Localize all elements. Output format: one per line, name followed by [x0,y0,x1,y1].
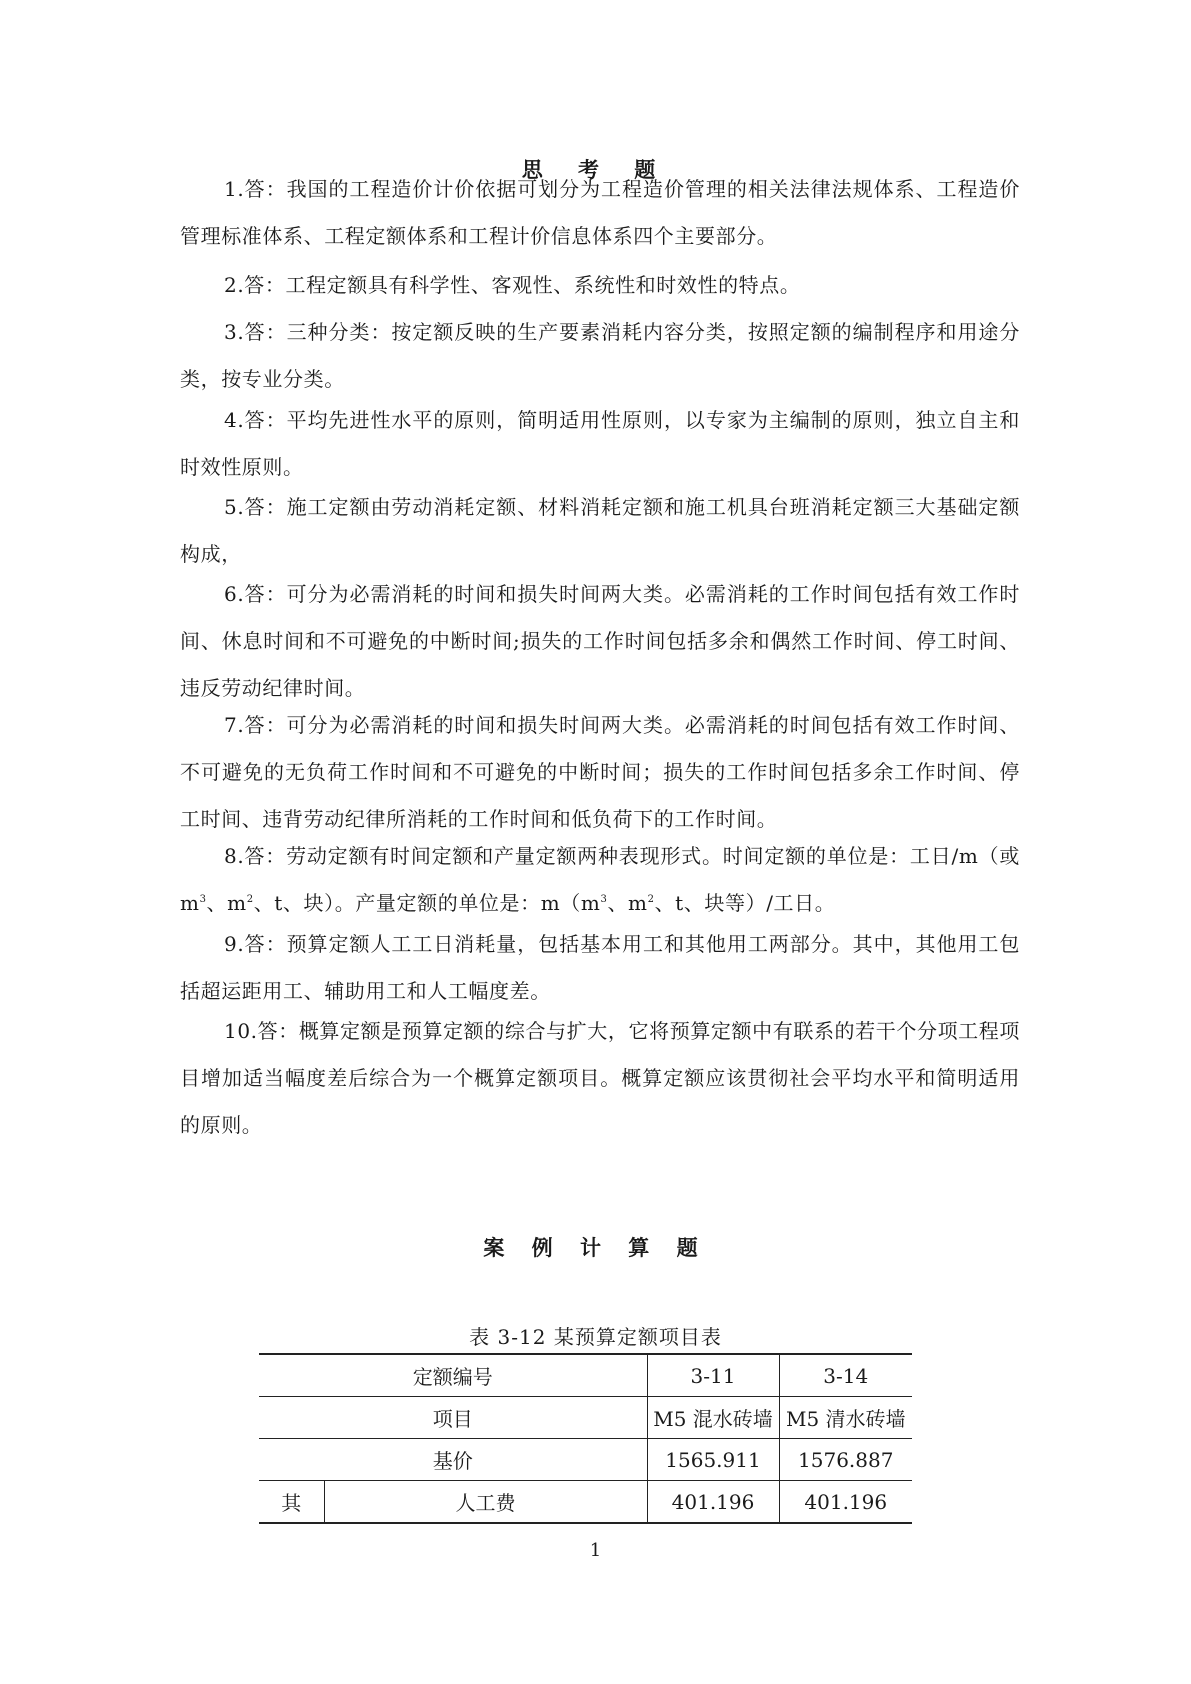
superscript-2: 2 [647,894,655,905]
table-cell: 3-11 [647,1354,779,1397]
table-cell-prefix: 其 [259,1481,324,1524]
table-cell-label: 人工费 [324,1481,647,1524]
table-cell: 401.196 [779,1481,912,1524]
page-number: 1 [589,1540,602,1561]
table-cell-label: 基价 [259,1439,647,1481]
table-cell-label: 项目 [259,1397,647,1439]
answer-8 [180,833,1020,927]
section-title-thinking: 思 考 题 [521,158,670,182]
answer-8-part-d: 、m [607,891,648,915]
table-row [259,1397,912,1439]
answer-10: 10.答：概算定额是预算定额的综合与扩大，它将预算定额中有联系的若干个分项工程项目增加适当幅度差后综合为一个概算定额项目。概算定额应该贯彻社会平均水平和简明适用的原则。 [180,1019,1020,1137]
table-cell: M5 混水砖墙 [647,1397,779,1439]
table-cell: 3-14 [779,1354,912,1397]
answer-1: 1.答：我国的工程造价计价依据可划分为工程造价管理的相关法律法规体系、工程造价管理标准体系、工程定额体系和工程计价信息体系四个主要部分。 [180,177,1020,248]
superscript-2: 2 [246,894,254,905]
answer-8-part-c: 、t、块）。产量定额的单位是：m（m [253,891,601,915]
answer-5: 5.答：施工定额由劳动消耗定额、材料消耗定额和施工机具台班消耗定额三大基础定额构成， [180,495,1020,566]
answer-3: 3.答：三种分类：按定额反映的生产要素消耗内容分类，按照定额的编制程序和用途分类，按专业分类。 [180,320,1020,391]
table-cell: 401.196 [647,1481,779,1524]
table-row [259,1481,912,1524]
answer-8-part-b: 、m [206,891,247,915]
answer-6: 6.答：可分为必需消耗的时间和损失时间两大类。必需消耗的工作时间包括有效工作时间、休息时间和不可避免的中断时间;损失的工作时间包括多余和偶然工作时间、停工时间、违反劳动纪律时间。 [180,582,1020,700]
superscript-3: 3 [600,894,608,905]
table-caption: 表 3-12 某预算定额项目表 [469,1325,722,1349]
table-row [259,1354,912,1397]
table-cell: 1565.911 [647,1439,779,1481]
quota-table [259,1353,912,1524]
table-cell: M5 清水砖墙 [779,1397,912,1439]
answer-2: 2.答：工程定额具有科学性、客观性、系统性和时效性的特点。 [224,273,801,297]
answer-8-part-a: 8.答：劳动定额有时间定额和产量定额两种表现形式。时间定额的单位是：工日/m（或m [180,844,1020,915]
table-cell: 1576.887 [779,1439,912,1481]
table-cell-label: 定额编号 [259,1354,647,1397]
section-title-case: 案 例 计 算 题 [483,1236,708,1260]
answer-7: 7.答：可分为必需消耗的时间和损失时间两大类。必需消耗的时间包括有效工作时间、不可避免的无负荷工作时间和不可避免的中断时间；损失的工作时间包括多余工作时间、停工时间、违背劳动纪律所消耗的工作时间和低负荷下的工作时间。 [180,713,1020,831]
answer-8-part-e: 、t、块等）/工日。 [654,891,836,915]
answer-4: 4.答：平均先进性水平的原则，简明适用性原则，以专家为主编制的原则，独立自主和时效性原则。 [180,408,1020,479]
table-row [259,1439,912,1481]
superscript-3: 3 [199,894,207,905]
answer-9: 9.答：预算定额人工工日消耗量，包括基本用工和其他用工两部分。其中，其他用工包括超运距用工、辅助用工和人工幅度差。 [180,932,1020,1003]
